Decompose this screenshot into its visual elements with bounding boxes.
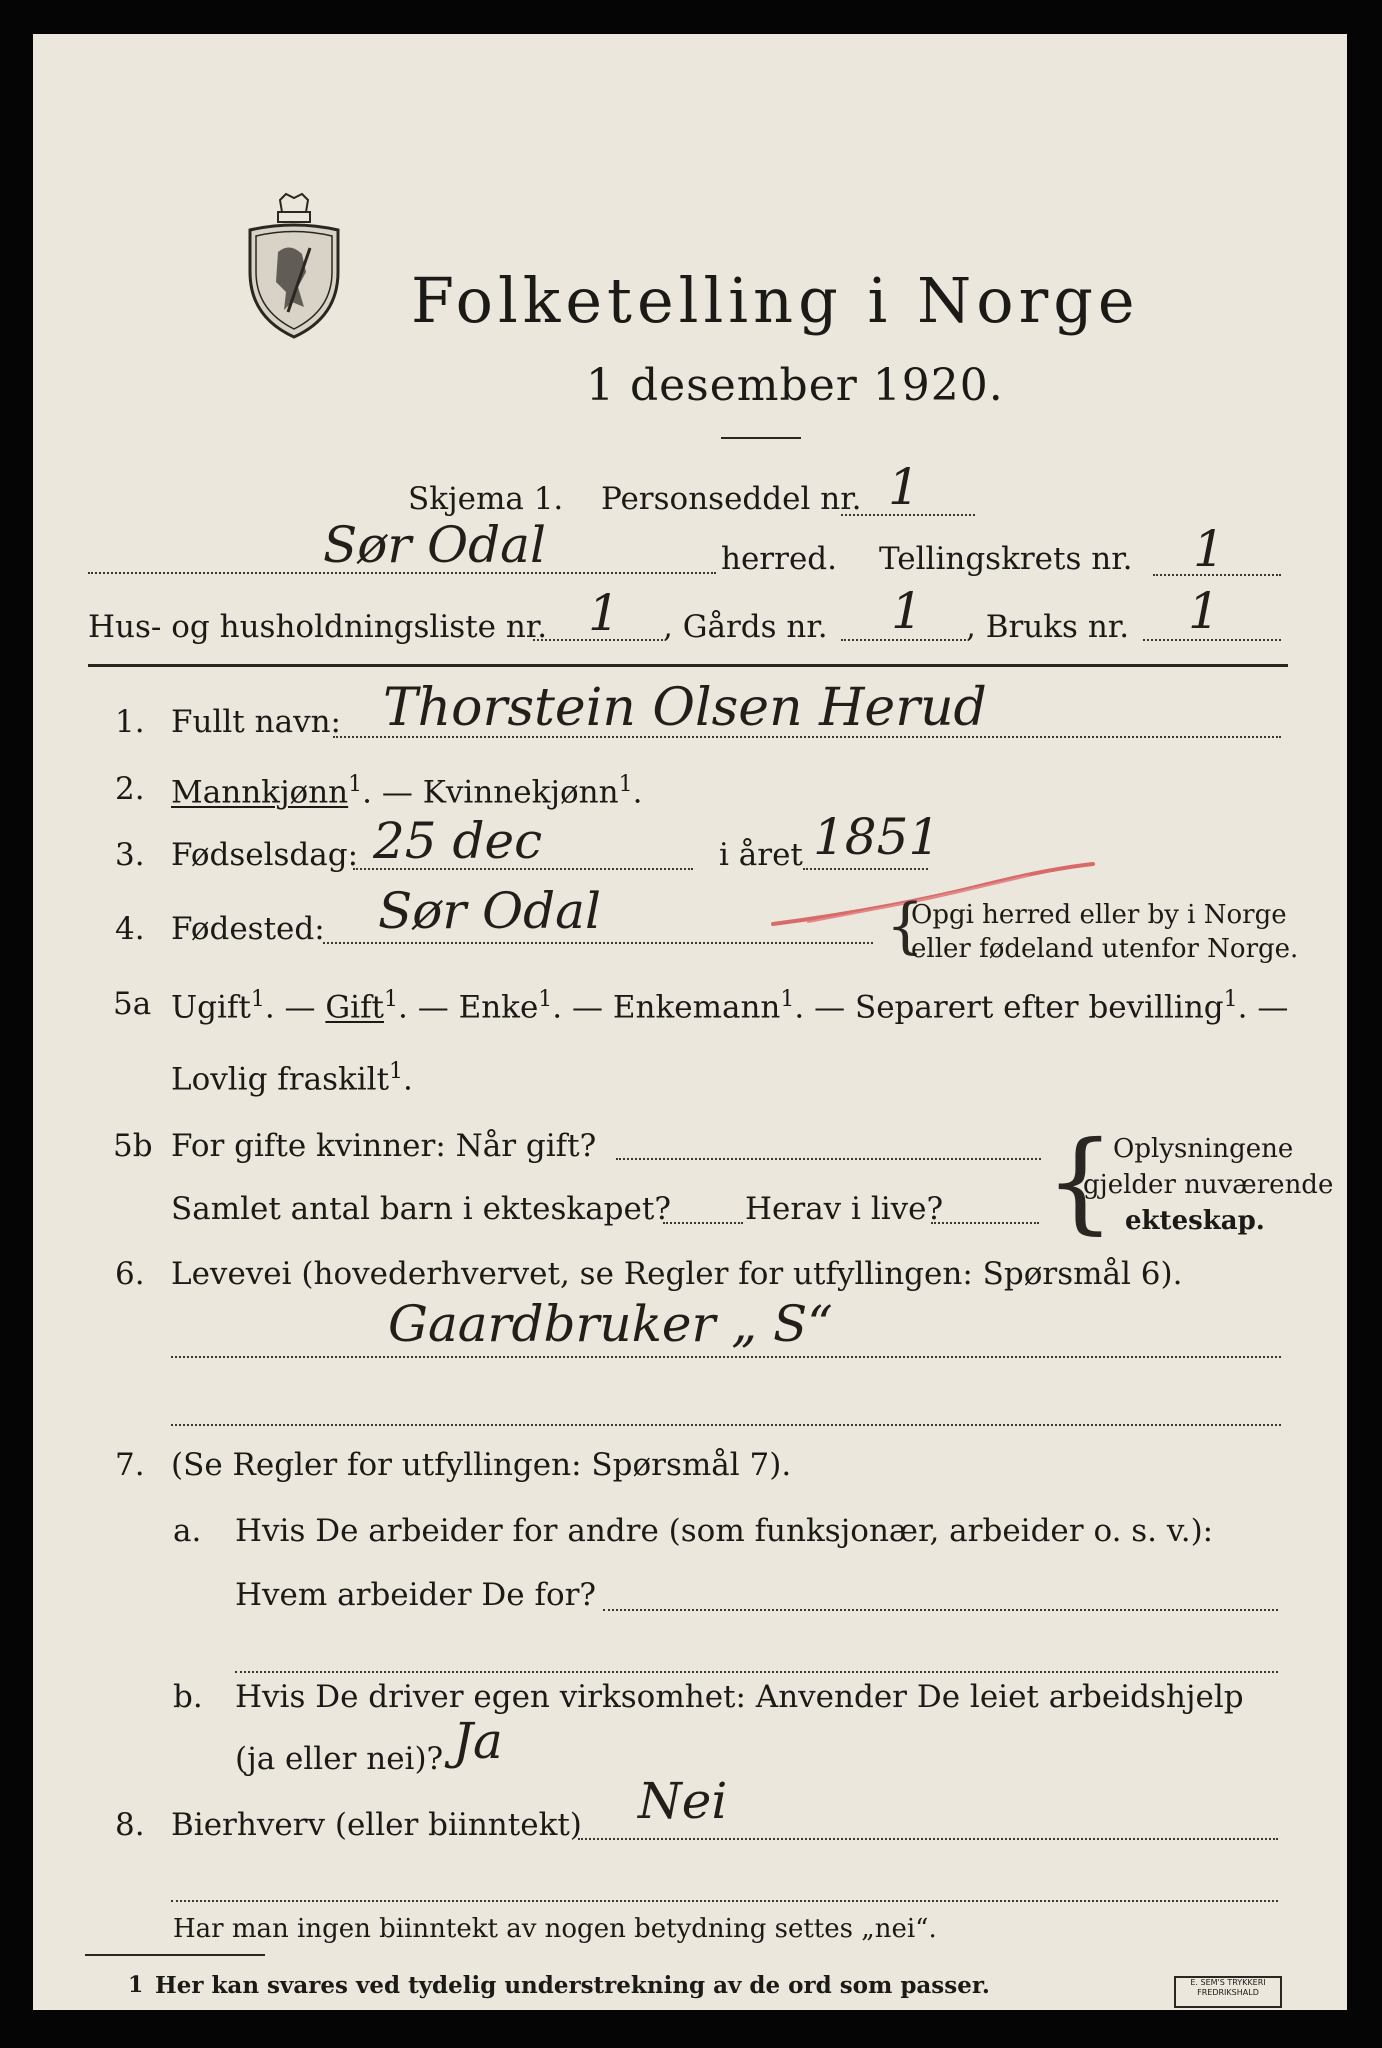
form-date: 1 desember 1920. [586,360,1004,411]
q5a-number: 5a [113,986,152,1022]
gards-value: 1 [891,582,923,640]
form-title: Folketelling i Norge [411,264,1140,337]
herred-label: herred. [721,541,837,577]
q5b-label: For gifte kvinner: Når gift? [171,1128,597,1164]
lovlig-option: Lovlig fraskilt$^1$. [171,1059,413,1098]
hired-help-value: Ja [453,1712,503,1770]
coat-of-arms-icon [240,192,348,342]
kvinnekjonn-option: Kvinnekjønn [422,774,619,811]
q7a-line1: Hvis De arbeider for andre (som funksjonær, arbeider o. s. v.): [235,1513,1214,1549]
birth-year-value: 1851 [813,808,941,866]
q5b-note-1: Oplysningene [1113,1134,1294,1164]
full-name-value: Thorstein Olsen Herud [383,678,987,738]
q7a-number: a. [173,1513,202,1549]
census-form: Folketelling i Norge 1 desember 1920. Skjema 1. Personseddel nr. 1 Sør Odal herred. Tellingskrets nr. 1 Hus- og husholdningsliste nr. 1 , Gårds nr. 1 , Bruks nr. 1 1. Fullt navn: Thorstein Olsen Herud 2. Mannkjønn$^1$. — Kvinnekjønn$^1$. 3. Fødselsdag: 25 dec i året 1851 4. Fødested: Sør Odal { Opgi herred eller by i Norge eller fødeland utenfor Norge. 5a Ugift$^1$. — Gift$^1$. — Enke$^1$. — Enkemann$^1$. — Separert efter bevilling$^1$. — Lovlig fraskilt$^1$. 5b For gifte kvinner: Når gift? Samlet antal barn i ekteskapet? Herav i live? { Oplysningene gjelder nuværende ekteskap. 6. Levevei (hovederhvervet, se Regler for utfyllingen: Spørsmål 6). Gaardbruker „ S“ 7. (Se Regler for utfyllingen: Spørsmål 7). a. Hvis De arbeider for andre (som funksjonær, arbeider o. s. v.): Hvem arbeider De for? b. Hvis De driver egen virksomhet: Anvender De leiet arbeidshjelp (ja eller nei)? Ja 8. Bierhverv (eller biinntekt) Nei Har man ingen biinntekt av nogen betydning settes „nei“. 1 Her kan svares ved tydelig understrekning av de ord som passer. E. SEM'S TRYKKERI FREDRIKSHALD [33,34,1347,2010]
q6-number: 6. [115,1256,145,1292]
gift-option: Gift [325,989,384,1026]
q7b-number: b. [173,1679,203,1715]
mannkjonn-option: Mannkjønn [171,774,349,811]
q7b-line2: (ja eller nei)? [235,1741,444,1777]
bruks-label: , Bruks nr. [966,609,1130,645]
herav-label: Herav i live? [745,1191,944,1227]
q6-label: Levevei (hovederhvervet, se Regler for utfyllingen: Spørsmål 6). [171,1256,1183,1292]
birthplace-note-2: eller fødeland utenfor Norge. [911,934,1299,964]
q7-number: 7. [115,1447,145,1483]
q5b-note-3: ekteskap. [1125,1206,1265,1236]
tellingskrets-label: Tellingskrets nr. [879,541,1133,577]
q2-number: 2. [115,771,145,807]
q7-label: (Se Regler for utfyllingen: Spørsmål 7). [171,1447,792,1483]
q3-number: 3. [115,837,145,873]
footnote: Her kan svares ved tydelig understrekning av de ord som passer. [155,1972,990,1999]
samlet-label: Samlet antal barn i ekteskapet? [171,1191,671,1227]
q5b-note-2: gjelder nuværende [1083,1170,1334,1200]
husholdningsliste-label: Hus- og husholdningsliste nr. [88,609,548,645]
side-income-value: Nei [638,1772,728,1830]
birthplace-value: Sør Odal [378,882,601,940]
footer-note: Har man ingen biinntekt av nogen betydning settes „nei“. [173,1914,937,1944]
birthday-value: 25 dec [373,812,543,870]
q5b-number: 5b [113,1128,153,1164]
year-label: i året [719,837,803,873]
birthplace-note-1: Opgi herred eller by i Norge [911,900,1287,930]
schema-label: Skjema 1. [408,481,564,517]
herred-value: Sør Odal [323,516,546,574]
marital-options: Ugift$^1$. — Gift$^1$. — Enke$^1$. — Enkemann$^1$. — Separert efter bevilling$^1$. — [171,987,1289,1026]
printer-stamp: E. SEM'S TRYKKERI FREDRIKSHALD [1174,1976,1282,2008]
q7a-line2: Hvem arbeider De for? [235,1577,597,1613]
gards-label: , Gårds nr. [663,609,828,645]
q4-number: 4. [115,911,145,947]
q4-label: Fødested: [171,911,325,947]
q1-number: 1. [115,704,145,740]
personseddel-value: 1 [888,458,920,516]
sex-options: Mannkjønn$^1$. — Kvinnekjønn$^1$. [171,772,643,811]
personseddel-label: Personseddel nr. [601,481,862,517]
footnote-mark: 1 [128,1972,144,1998]
husholdningsliste-value: 1 [588,584,620,642]
q8-label: Bierhverv (eller biinntekt) [171,1807,582,1843]
q1-label: Fullt navn: [171,704,341,740]
occupation-value: Gaardbruker „ S“ [388,1295,833,1353]
q8-number: 8. [115,1807,145,1843]
q3-label: Fødselsdag: [171,837,359,873]
tellingskrets-value: 1 [1193,520,1225,578]
bruks-value: 1 [1188,582,1220,640]
q7b-line1: Hvis De driver egen virksomhet: Anvender De leiet arbeidshjelp [235,1679,1244,1715]
